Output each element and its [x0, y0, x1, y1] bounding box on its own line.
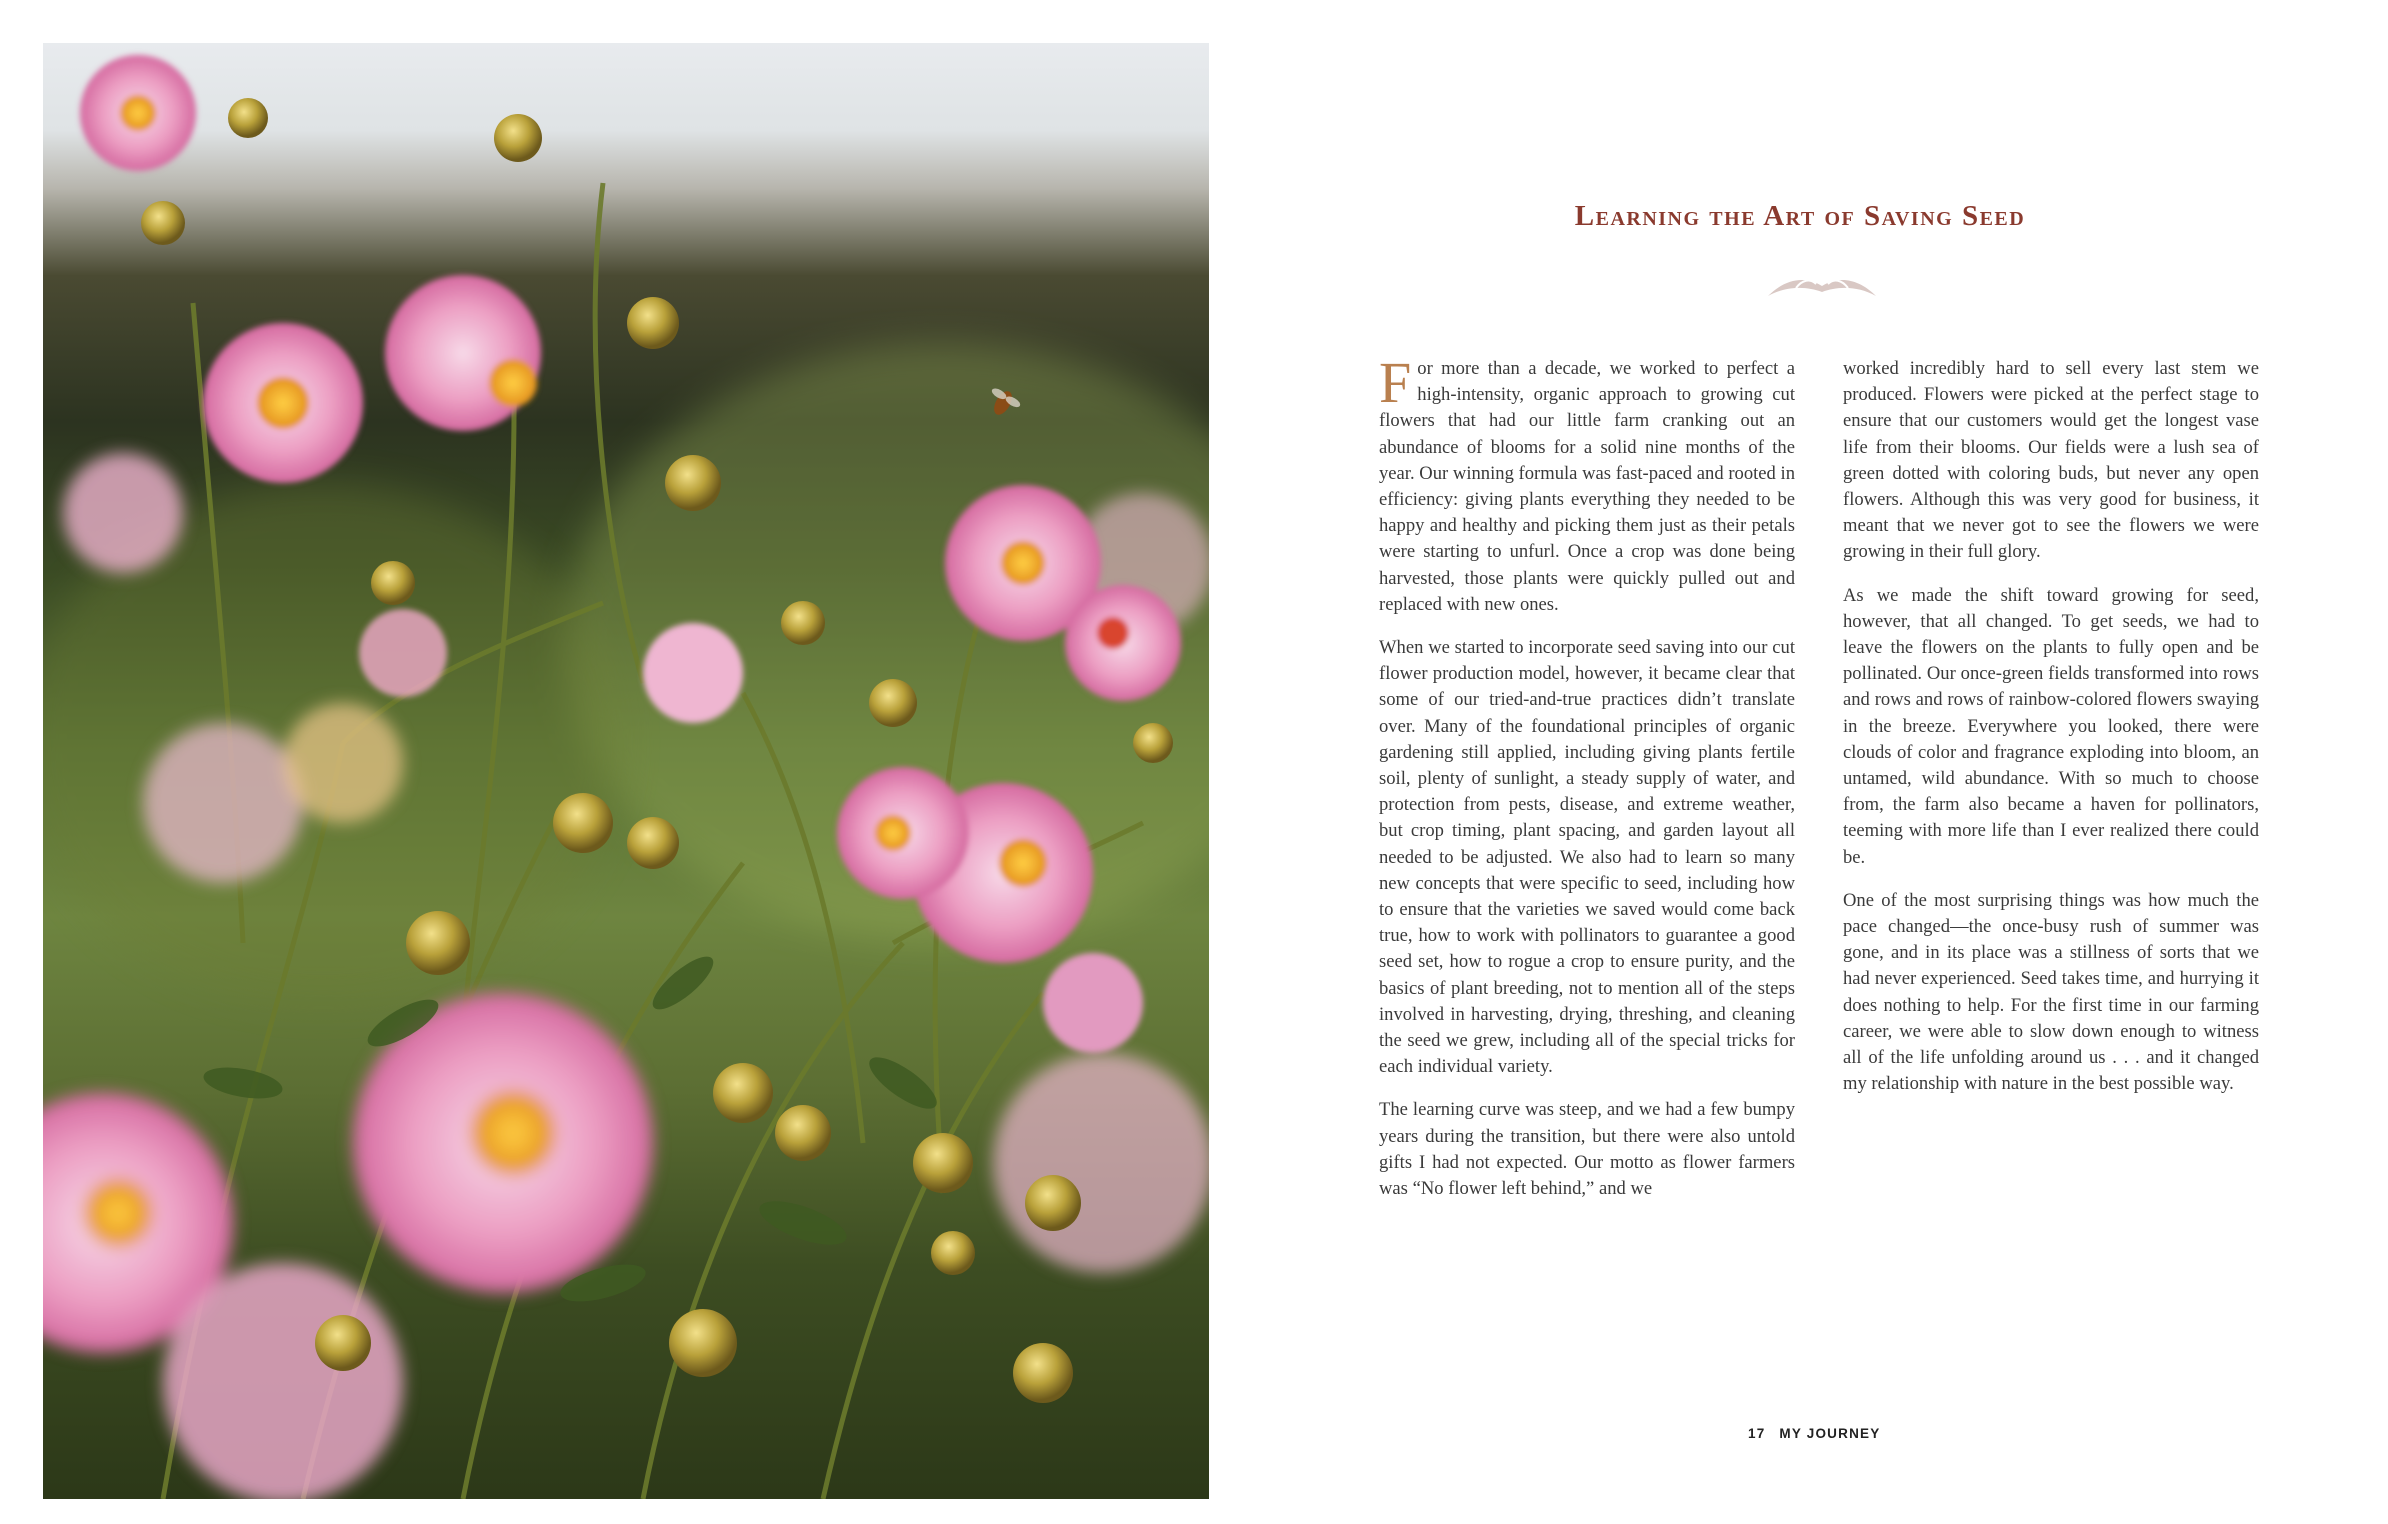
drop-cap: F [1379, 350, 1412, 415]
paragraph: When we started to incorporate seed saving into our cut flower production model, however, it became clear that some of our tried-and-true practices didn’t translate over. Many of the foundational principles of organic gardening still applied, including giving plants fertile soil, plenty of sunlight, a steady supply of water, and protection from pests, disease, and extreme weather, but crop timing, plant spacing, and garden layout all needed to be adjusted. We also had to learn so many new concepts that were specific to seed, including how to ensure that the varieties we saved would come back true, how to work with pollinators to guarantee a good seed set, how to rogue a crop to ensure purity, and the basics of plant breeding, not to mention all of the steps involved in harvesting, drying, threshing, and cleaning the seed we grew, including all of the special tricks for each individual variety. [1379, 637, 1795, 1078]
paragraph-text: or more than a decade, we worked to perfect a high-intensity, organic approach to growing cut flowers that had our little farm cranking out an abundance of blooms for a solid nine months of the year. Our winning formula was fast-paced and rooted in efficiency: giving plants everything they needed to be happy and healthy and picking them just as their petals were starting to unfurl. Once a crop was done being harvested, those plants were quickly pulled out and replaced with new ones. [1379, 358, 1795, 615]
paragraph: As we made the shift toward growing for seed, however, that all changed. To get seeds, we had to leave the flowers on the plants to fully open and be pollinated. Our once-green fields transformed into rows and rows and rows of rainbow-colored flowers swaying in the breeze. Everywhere you looked, there were clouds of color and fragrance exploding into bloom, an untamed, wild abundance. With so much to choose from, the farm also became a haven for pollinators, teeming with more life than I ever realized there could be. [1843, 584, 2259, 868]
paragraph: The learning curve was steep, and we had a few bumpy years during the transition, but there were also untold gifts I had not expected. Our motto as flower farmers was “No flower left behind,” and we [1379, 1099, 1795, 1200]
paragraph: One of the most surprising things was how much the pace changed—the once-busy rush of summer was gone, and in its place was a stillness of sorts that we had never experienced. Seed takes time, and hurrying it does nothing to help. For the first time in our farming career, we were able to slow down enough to witness all of the life unfolding around us . . . and it changed my relationship with nature in the best possible way. [1843, 889, 2259, 1095]
article-column-left [1379, 350, 1795, 1219]
page-number: 17 [1748, 1426, 1766, 1441]
article-title: Learning the Art of Saving Seed [1574, 200, 2026, 232]
leaf-ornament-icon [1766, 274, 1878, 300]
dahlia-photo [43, 43, 1209, 1499]
page-footer [1748, 1426, 1880, 1441]
paragraph: worked incredibly hard to sell every last stem we produced. Flowers were picked at the perfect stage to ensure that our customers would get the longest vase life from their blooms. Our fields were a lush sea of green dotted with coloring buds, but never any open flowers. Although this was very good for business, it meant that we never got to see the flowers we were growing in their full glory. [1843, 358, 2259, 563]
paragraph [1379, 350, 1795, 618]
dahlia-photo-illustration [43, 43, 1209, 1499]
article-column-right [1843, 356, 2259, 1114]
section-title: MY JOURNEY [1779, 1426, 1881, 1441]
